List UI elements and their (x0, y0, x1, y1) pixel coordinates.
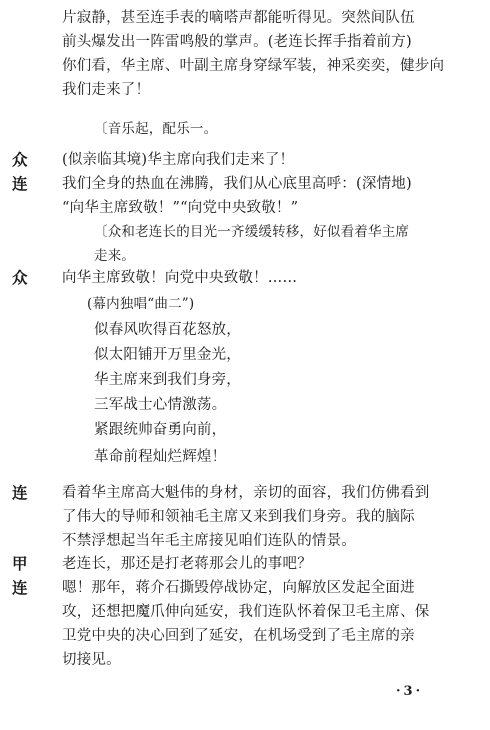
song-line: 三军战士心情激荡。 (94, 397, 227, 413)
text-line: “向华主席致敬！”“向党中央致敬！” (62, 200, 299, 216)
song-line: 革命前程灿烂辉煌！ (94, 449, 227, 465)
text-line: 我们全身的热血在沸腾，我们从心底里高呼：(深情地) (62, 176, 412, 192)
text-line: 卫党中央的决心回到了延安，在机场受到了毛主席的亲 (62, 628, 415, 644)
song-line: 紧跟统帅奋勇向前， (94, 422, 227, 438)
stage-direction: 走来。 (94, 248, 136, 264)
speaker-label-lian: 连 (12, 483, 28, 502)
text-line: 前头爆发出一阵雷鸣般的掌声。(老连长挥手指着前方) (62, 34, 412, 50)
text-line: 我们走来了！ (62, 82, 151, 98)
text-line: 片寂静，甚至连手表的嘀嗒声都能听得见。突然间队伍 (62, 10, 415, 26)
stage-direction: 〔音乐起，配乐一。 (94, 121, 218, 137)
text-line: 老连长，那还是打老蒋那会儿的事吧？ (62, 556, 312, 572)
speaker-label-zhong: 众 (12, 268, 28, 287)
speaker-label-zhong: 众 (12, 150, 28, 169)
text-line: 向华主席致敬！向党中央致敬！…… (62, 270, 298, 286)
text-line: 看着华主席高大魁伟的身材，亲切的面容，我们仿佛看到 (62, 485, 430, 501)
text-line: 了伟大的导师和领袖毛主席又来到我们身旁。我的脑际 (62, 509, 415, 525)
text-line: 攻，还想把魔爪伸向延安，我们连队怀着保卫毛主席、保 (62, 604, 430, 620)
stage-direction: 〔众和老连长的目光一齐缓缓转移，好似看着华主席 (94, 224, 410, 240)
text-line: (似亲临其境)华主席向我们走来了！ (62, 152, 295, 168)
text-line: 不禁浮想起当年毛主席接见咱们连队的情景。 (62, 533, 356, 549)
speaker-label-lian: 连 (12, 578, 28, 597)
song-line: 华主席来到我们身旁， (94, 372, 241, 388)
page-number: ·3· (396, 684, 424, 699)
text-line: 切接见。 (62, 652, 121, 668)
stage-direction: (幕内独唱“曲二”) (87, 296, 195, 312)
song-line: 似太阳铺开万里金光， (94, 347, 241, 363)
speaker-label-jia: 甲 (12, 554, 28, 573)
speaker-label-lian: 连 (12, 174, 28, 193)
text-line: 嗯！那年，蒋介石撕毁停战协定，向解放区发起全面进 (62, 580, 415, 596)
text-line: 你们看，华主席、叶副主席身穿绿军装，神采奕奕，健步向 (62, 58, 445, 74)
song-line: 似春风吹得百花怒放， (94, 322, 241, 338)
